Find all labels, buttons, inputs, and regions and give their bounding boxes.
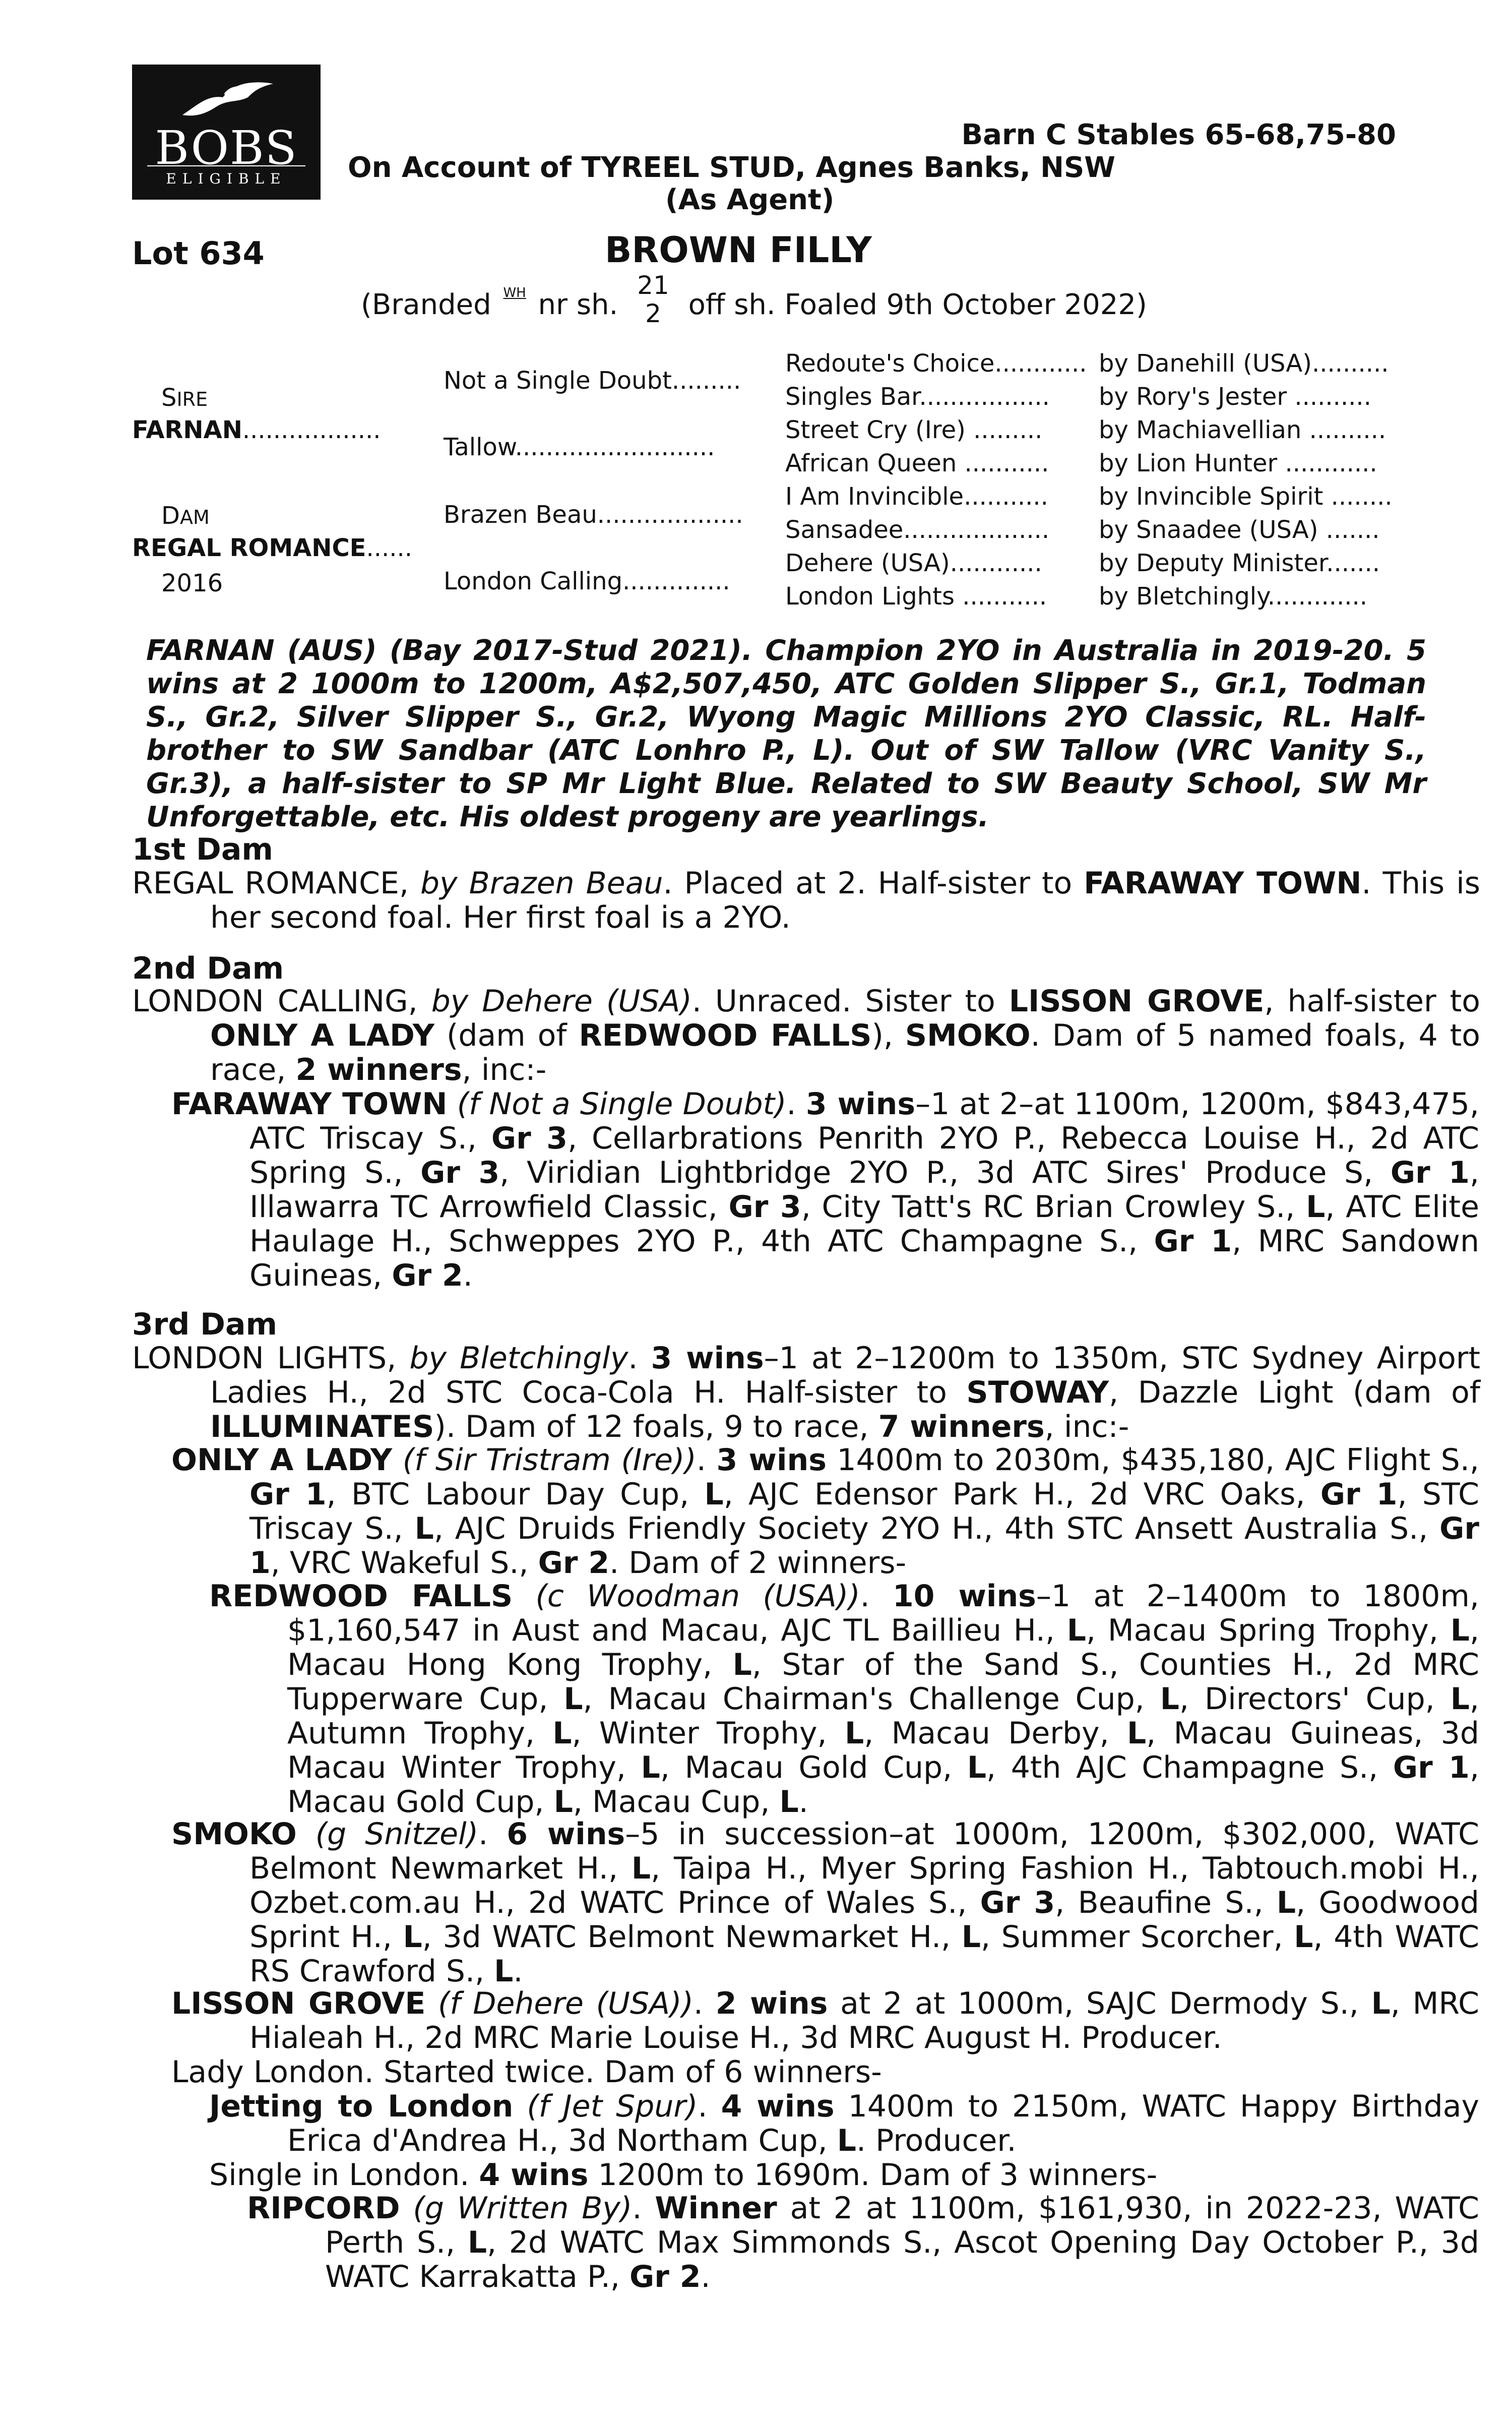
text-run: , Directors' Cup, [1179,1681,1451,1717]
text-run: Jetting to London [209,2089,514,2124]
text-run: RIPCORD [247,2191,400,2226]
text-run: 2 winners [295,1052,462,1087]
gen4-4: by Lion Hunter ............ [1099,449,1377,477]
text-run: L [631,1851,651,1886]
barn-location: Barn C Stables 65-68,75-80 [961,118,1396,151]
text-run: L [837,2123,857,2158]
text-run: , BTC Labour Day Cup, [326,1477,705,1512]
text-run: , Goodwood Sprint H., [249,1885,1479,1955]
text-run: Gr 1 [1154,1224,1232,1259]
text-run: L [704,1477,724,1512]
jetting-to-london-record [209,2089,1479,2158]
text-run: . [513,1954,523,1989]
text-run: , Autumn Trophy, [287,1681,1479,1751]
logo-main-text: BOBS [155,121,298,175]
dam-year: 2016 [161,569,223,597]
text-run: , Summer Scorcher, [980,1919,1294,1955]
text-run: . [698,2089,721,2124]
text-run: Gr 2 [538,1545,610,1581]
grand-dam-sire-side: Tallow.......................... [444,433,715,461]
text-run: LISSON GROVE [171,1986,426,2021]
redwood-falls-record [209,1579,1479,1819]
first-dam-heading: 1st Dam [132,832,273,867]
text-run: ). Dam of 12 foals, 9 to race, [434,1409,878,1444]
logo-sub-text: ELIGIBLE [166,170,287,187]
text-run: L [779,1784,799,1820]
second-dam-text [132,984,1480,1087]
text-run: at 2 at 1000m, SAJC Dermody S., [828,1986,1371,2021]
text-run: Gr 2 [629,2259,701,2294]
second-dam-heading: 2nd Dam [132,951,284,986]
text-run: . [632,2191,655,2226]
text-run: L [467,2225,487,2260]
text-run: L [641,1750,660,1785]
text-run: Winner [655,2191,777,2226]
brand-pre: (Branded [361,288,491,322]
text-run: at 2 at 1100m, $161,930, in 2022-23, WATC Perth S., [325,2191,1479,2260]
text-run: ILLUMINATES [210,1409,434,1444]
text-run: (g Snitzel) [296,1817,479,1852]
text-run: . [693,1986,716,2021]
text-run: LONDON CALLING, [132,984,431,1019]
text-run: , Macau Cup, [573,1784,780,1820]
single-in-london-record [209,2158,1401,2192]
ripcord-record [247,2191,1479,2294]
sire-name: FARNAN.................. [132,416,381,444]
only-a-lady-record [171,1443,1479,1580]
text-run: (f Dehere (USA)) [425,1986,694,2021]
text-run: FARAWAY TOWN [171,1086,448,1122]
text-run: L [1276,1885,1296,1920]
text-run: . [798,1784,808,1820]
faraway-town-record [171,1087,1479,1293]
gen4-7: by Deputy Minister....... [1099,549,1380,577]
text-run: L [961,1919,981,1955]
text-run: , VRC Wakeful S., [270,1545,538,1581]
text-run: . Dam of 5 named foals, 4 to race, [210,1018,1480,1087]
gen4-2: by Rory's Jester .......... [1099,383,1371,411]
text-run: , Macau Chairman's Challenge Cup, [583,1681,1160,1717]
third-dam-heading: 3rd Dam [132,1307,277,1342]
text-run: . [628,1341,651,1376]
brand-fraction-num: 21 [637,271,669,300]
text-run: 3 wins [651,1341,764,1376]
text-run: , Dazzle Light (dam of [1109,1375,1480,1410]
text-run: , 4th WATC RS Crawford S., [249,1919,1480,1989]
text-run: , inc:- [462,1052,547,1087]
text-run: LISSON GROVE [1009,984,1265,1019]
text-run: –5 in succession–at 1000m, 1200m, $302,000, WATC Belmont Newmarket H., [249,1817,1480,1886]
gen3-7: Dehere (USA)............ [785,549,1042,577]
text-run: . [696,1442,717,1478]
text-run: L [1450,1681,1470,1717]
text-run: LONDON LIGHTS, [132,1341,410,1376]
text-run: Gr 2 [392,1258,463,1293]
agent-note: (As Agent) [665,184,835,216]
text-run: L [1294,1919,1313,1955]
text-run: , ATC Elite Haulage H., Schweppes 2YO P., 4th ATC Champagne S., [249,1189,1479,1259]
text-run: , Macau Spring Trophy, [1086,1613,1451,1648]
text-run: 3 wins [805,1086,916,1122]
third-dam-text [132,1341,1480,1444]
text-run: 4 wins [721,2089,835,2124]
gen3-6: Sansadee................... [785,516,1050,544]
text-run: L [1306,1189,1326,1225]
sire-summary: FARNAN (AUS) (Bay 2017-Stud 2021). Champion 2YO in Australia in 2019-20. 5 wins at 2 1000m to 1200m, A$2,507,450, ATC Golden Slipper S., Gr.1, Todman S., Gr.2, Silver Slipper S., Gr.2, Wyong Magic Millions 2YO Classic, RL. Half-brother to SW Sandbar (ATC Lonhro P., L). Out of SW Tallow (VRC Vanity S., Gr.3), a half-sister to SP Mr Light Blue. Related to SW Beauty School, SW Mr Unforgettable, etc. His oldest progeny are yearlings. [146,634,1426,833]
lot-title: BROWN FILLY [605,229,872,271]
text-run: REDWOOD FALLS [579,1018,872,1053]
sire-label: SIRE [161,384,208,412]
brand-fraction-den: 2 [645,299,661,328]
text-run: L [414,1511,434,1546]
text-run: (f Jet Spur) [513,2089,698,2124]
text-run: , Illawarra TC Arrowfield Classic, [249,1155,1480,1225]
text-run: L [1160,1681,1179,1717]
text-run: Gr 3 [980,1885,1055,1920]
text-run: REGAL ROMANCE, [132,866,421,901]
gen4-3: by Machiavellian .......... [1099,416,1387,444]
text-run: SMOKO [171,1817,297,1852]
text-run: (dam of [434,1018,579,1053]
text-run: (f Not a Single Doubt) [447,1086,787,1122]
text-run: L [553,1784,573,1820]
text-run: , 2d WATC Max Simmonds S., Ascot Opening Day October P., 3d WATC Karrakatta P., [325,2225,1479,2294]
text-run: (g Written By) [400,2191,633,2226]
gen4-8: by Bletchingly............. [1099,582,1368,611]
text-run: . Placed at 2. Half-sister to [663,866,1084,901]
text-run: L [844,1716,864,1751]
vendor-account: On Account of TYREEL STUD, Agnes Banks, NSW [348,151,1116,184]
text-run: . This is her second foal. Her first foal is a 2YO. [210,866,1480,935]
gen3-3: Street Cry (Ire) ......... [785,416,1043,444]
text-run: , MRC Sandown Guineas, [249,1224,1480,1293]
second-dam: London Calling.............. [444,567,730,595]
text-run: , Winter Trophy, [572,1716,845,1751]
text-run: , Macau Guineas, 3d Macau Winter Trophy, [287,1716,1480,1785]
text-run: , MRC Hialeah H., 2d MRC Marie Louise H., 3d MRC August H. Producer. [249,1986,1479,2055]
text-run: , 3d WATC Belmont Newmarket H., [422,1919,962,1955]
text-run: 1400m to 2030m, $435,180, AJC Flight S., [826,1442,1479,1478]
text-run: –1 at 2–at 1100m, 1200m, $843,475, ATC Triscay S., [249,1086,1479,1156]
text-run: 7 winners [878,1409,1045,1444]
gen4-5: by Invincible Spirit ........ [1099,482,1393,511]
text-run: 1400m to 2150m, WATC Happy Birthday Erica d'Andrea H., 3d Northam Cup, [287,2089,1479,2158]
gen4-1: by Danehill (USA).......... [1099,349,1389,378]
grandsire: Not a Single Doubt......... [444,367,741,395]
gen3-5: I Am Invincible........... [785,482,1048,511]
text-run: ), [871,1018,905,1053]
gen3-2: Singles Bar................. [785,383,1050,411]
text-run: Gr 3 [420,1155,500,1190]
gen3-1: Redoute's Choice............ [785,349,1087,378]
text-run: L [1126,1716,1147,1751]
brand-mid: nr sh. [538,288,618,322]
text-run: 1200m to 1690m. Dam of 3 winners- [588,2157,1158,2193]
text-run: by Brazen Beau [420,866,663,901]
text-run: L [967,1750,987,1785]
text-run: Lady London. Started twice. Dam of 6 winners- [171,2054,882,2090]
horse-icon [177,75,278,123]
dam-sire: Brazen Beau................... [444,501,743,529]
smoko-record [171,1817,1479,1988]
text-run: –1 at 2–1200m to 1350m, STC Sydney Airport Ladies H., 2d STC Coca-Cola H. Half-sister to [210,1341,1480,1410]
gen4-6: by Snaadee (USA) ....... [1099,516,1380,544]
gen3-8: London Lights ........... [785,582,1047,611]
bobs-eligible-logo [132,65,321,200]
text-run: STOWAY [966,1375,1109,1410]
text-run: , Viridian Lightbridge 2YO P., 3d ATC Sires' Produce S, [499,1155,1391,1190]
text-run: by Dehere (USA) [431,984,692,1019]
text-run: , Taipa H., Myer Spring Fashion H., Tabtouch.mobi H., Ozbet.com.au H., 2d WATC Prince of Wales S., [249,1851,1479,1920]
lot-number: Lot 634 [132,235,265,272]
text-run: ONLY A LADY [171,1442,393,1478]
brand-post: off sh. Foaled 9th October 2022) [688,288,1147,322]
text-run: , Macau Hong Kong Trophy, [287,1613,1480,1682]
text-run: , AJC Druids Friendly Society 2YO H., 4th STC Ansett Australia S., [433,1511,1440,1546]
first-dam-text [132,866,1480,935]
text-run: Gr 1 [249,1477,327,1512]
text-run: 6 wins [507,1817,625,1852]
text-run: , inc:- [1044,1409,1129,1444]
text-run: , STC Triscay S., [249,1477,1480,1546]
text-run: , City Tatt's RC Brian Crowley S., [801,1189,1306,1225]
text-run: –1 at 2–1400m to 1800m, $1,160,547 in Aust and Macau, AJC TL Baillieu H., [287,1579,1479,1648]
text-run: Gr 1 [1393,1750,1470,1785]
text-run: , half-sister to [1264,984,1480,1019]
text-run: , Macau Derby, [864,1716,1127,1751]
text-run: . [786,1086,806,1122]
text-run: Single in London. [209,2157,479,2193]
text-run: . [860,1579,893,1614]
text-run: L [1066,1613,1087,1648]
text-run: , Cellarbrations Penrith 2YO P., Rebecca Louise H., 2d ATC Spring S., [249,1121,1479,1190]
text-run: L [1371,1986,1391,2021]
lisson-grove-record [171,1986,1479,2055]
lady-london-record [171,2055,1401,2089]
text-run: , Star of the Sand S., Counties H., 2d MRC Tupperware Cup, [287,1647,1480,1717]
text-run: L [494,1954,514,1989]
text-run: 3 wins [716,1442,827,1478]
text-run: 4 wins [479,2157,589,2193]
text-run: Gr 1 [1390,1155,1470,1190]
text-run: . Dam of 2 winners- [609,1545,907,1581]
text-run: L [563,1681,583,1717]
dam-name: REGAL ROMANCE...... [132,534,413,562]
text-run: Gr 3 [491,1121,568,1156]
text-run: . [478,1817,507,1852]
text-run: FARAWAY TOWN [1084,866,1362,901]
text-run: , AJC Edensor Park H., 2d VRC Oaks, [723,1477,1320,1512]
brand-mark: WH [503,285,526,300]
text-run: (c Woodman (USA)) [513,1579,860,1614]
text-run: . [463,1258,473,1293]
text-run: REDWOOD FALLS [209,1579,513,1614]
dam-label: DAM [161,502,210,530]
text-run: . Producer. [856,2123,1017,2158]
brand-line [361,271,1147,328]
text-run: L [403,1919,422,1955]
text-run: , 4th AJC Champagne S., [986,1750,1393,1785]
brand-fraction [637,271,669,328]
text-run: Gr 1 [1320,1477,1398,1512]
text-run: , Beaufine S., [1055,1885,1277,1920]
text-run: . Unraced. Sister to [691,984,1009,1019]
text-run: Gr 3 [728,1189,801,1225]
text-run: . [701,2259,711,2294]
text-run: 10 wins [892,1579,1036,1614]
text-run: by Bletchingly [409,1341,628,1376]
gen3-4: African Queen ........... [785,449,1049,477]
text-run: L [732,1647,752,1682]
text-run: , Macau Gold Cup, [660,1750,967,1785]
text-run: ONLY A LADY [210,1018,435,1053]
text-run: , Macau Gold Cup, [287,1750,1480,1820]
text-run: SMOKO [905,1018,1031,1053]
text-run: L [1450,1613,1470,1648]
text-run: (f Sir Tristram (Ire)) [392,1442,697,1478]
text-run: L [552,1716,572,1751]
text-run: Gr 1 [249,1511,1479,1581]
text-run: 2 wins [715,1986,828,2021]
